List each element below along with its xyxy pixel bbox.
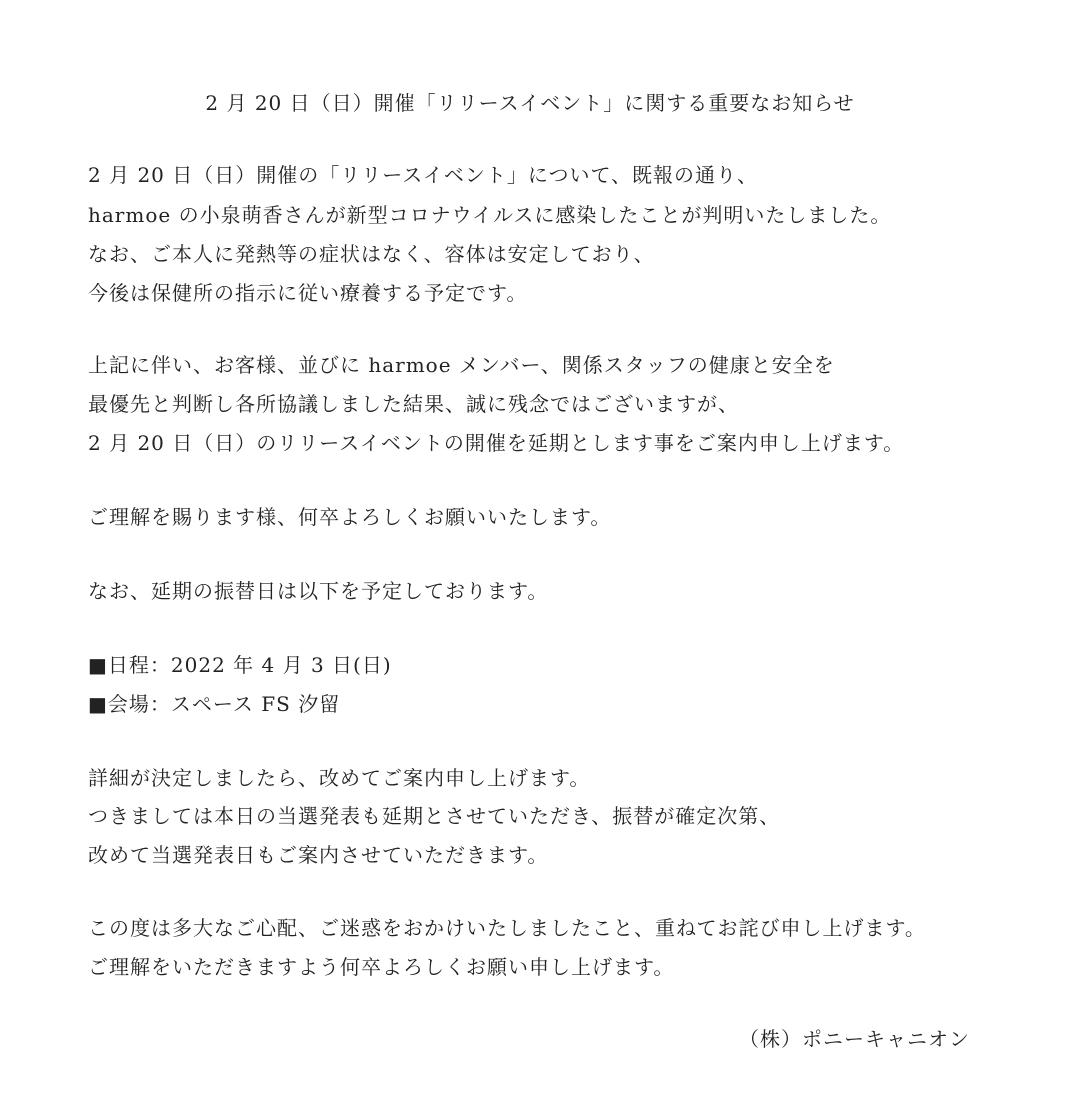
body-line: 詳細が決定しましたら、改めてご案内申し上げます。 <box>88 766 591 790</box>
body-line: 2 月 20 日（日）のリリースイベントの開催を延期とします事をご案内申し上げます。 <box>88 431 905 455</box>
body-line: 今後は保健所の指示に従い療養する予定です。 <box>88 281 528 305</box>
body-line: ご理解をいただきますよう何卒よろしくお願い申し上げます。 <box>88 955 675 979</box>
body-line: 上記に伴い、お客様、並びに harmoe メンバー、関係スタッフの健康と安全を <box>88 353 835 377</box>
body-line: この度は多大なご心配、ご迷惑をおかけいたしましたこと、重ねてお詫び申し上げます。 <box>88 916 926 940</box>
schedule-date: ■日程：2022 年 4 月 3 日(日) <box>88 653 392 677</box>
schedule-venue: ■会場：スペース FS 汐留 <box>88 692 341 716</box>
body-line: 改めて当選発表日もご案内させていただきます。 <box>88 843 549 867</box>
body-line: なお、ご本人に発熱等の症状はなく、容体は安定しており、 <box>88 242 655 266</box>
body-line: 最優先と判断し各所協議しました結果、誠に残念ではございますが、 <box>88 392 739 416</box>
body-line: つきましては本日の当選発表も延期とさせていただき、振替が確定次第、 <box>88 804 781 828</box>
body-line: 2 月 20 日（日）開催の「リリースイベント」について、既報の通り、 <box>88 163 759 187</box>
body-line: harmoe の小泉萌香さんが新型コロナウイルスに感染したことが判明いたしました。 <box>88 203 892 227</box>
company-signature: （株）ポニーキャニオン <box>739 1027 970 1051</box>
announcement-title: 2 月 20 日（日）開催「リリースイベント」に関する重要なお知らせ <box>205 91 855 115</box>
body-line: ご理解を賜ります様、何卒よろしくお願いいたします。 <box>88 505 612 529</box>
body-line: なお、延期の振替日は以下を予定しております。 <box>88 579 549 603</box>
